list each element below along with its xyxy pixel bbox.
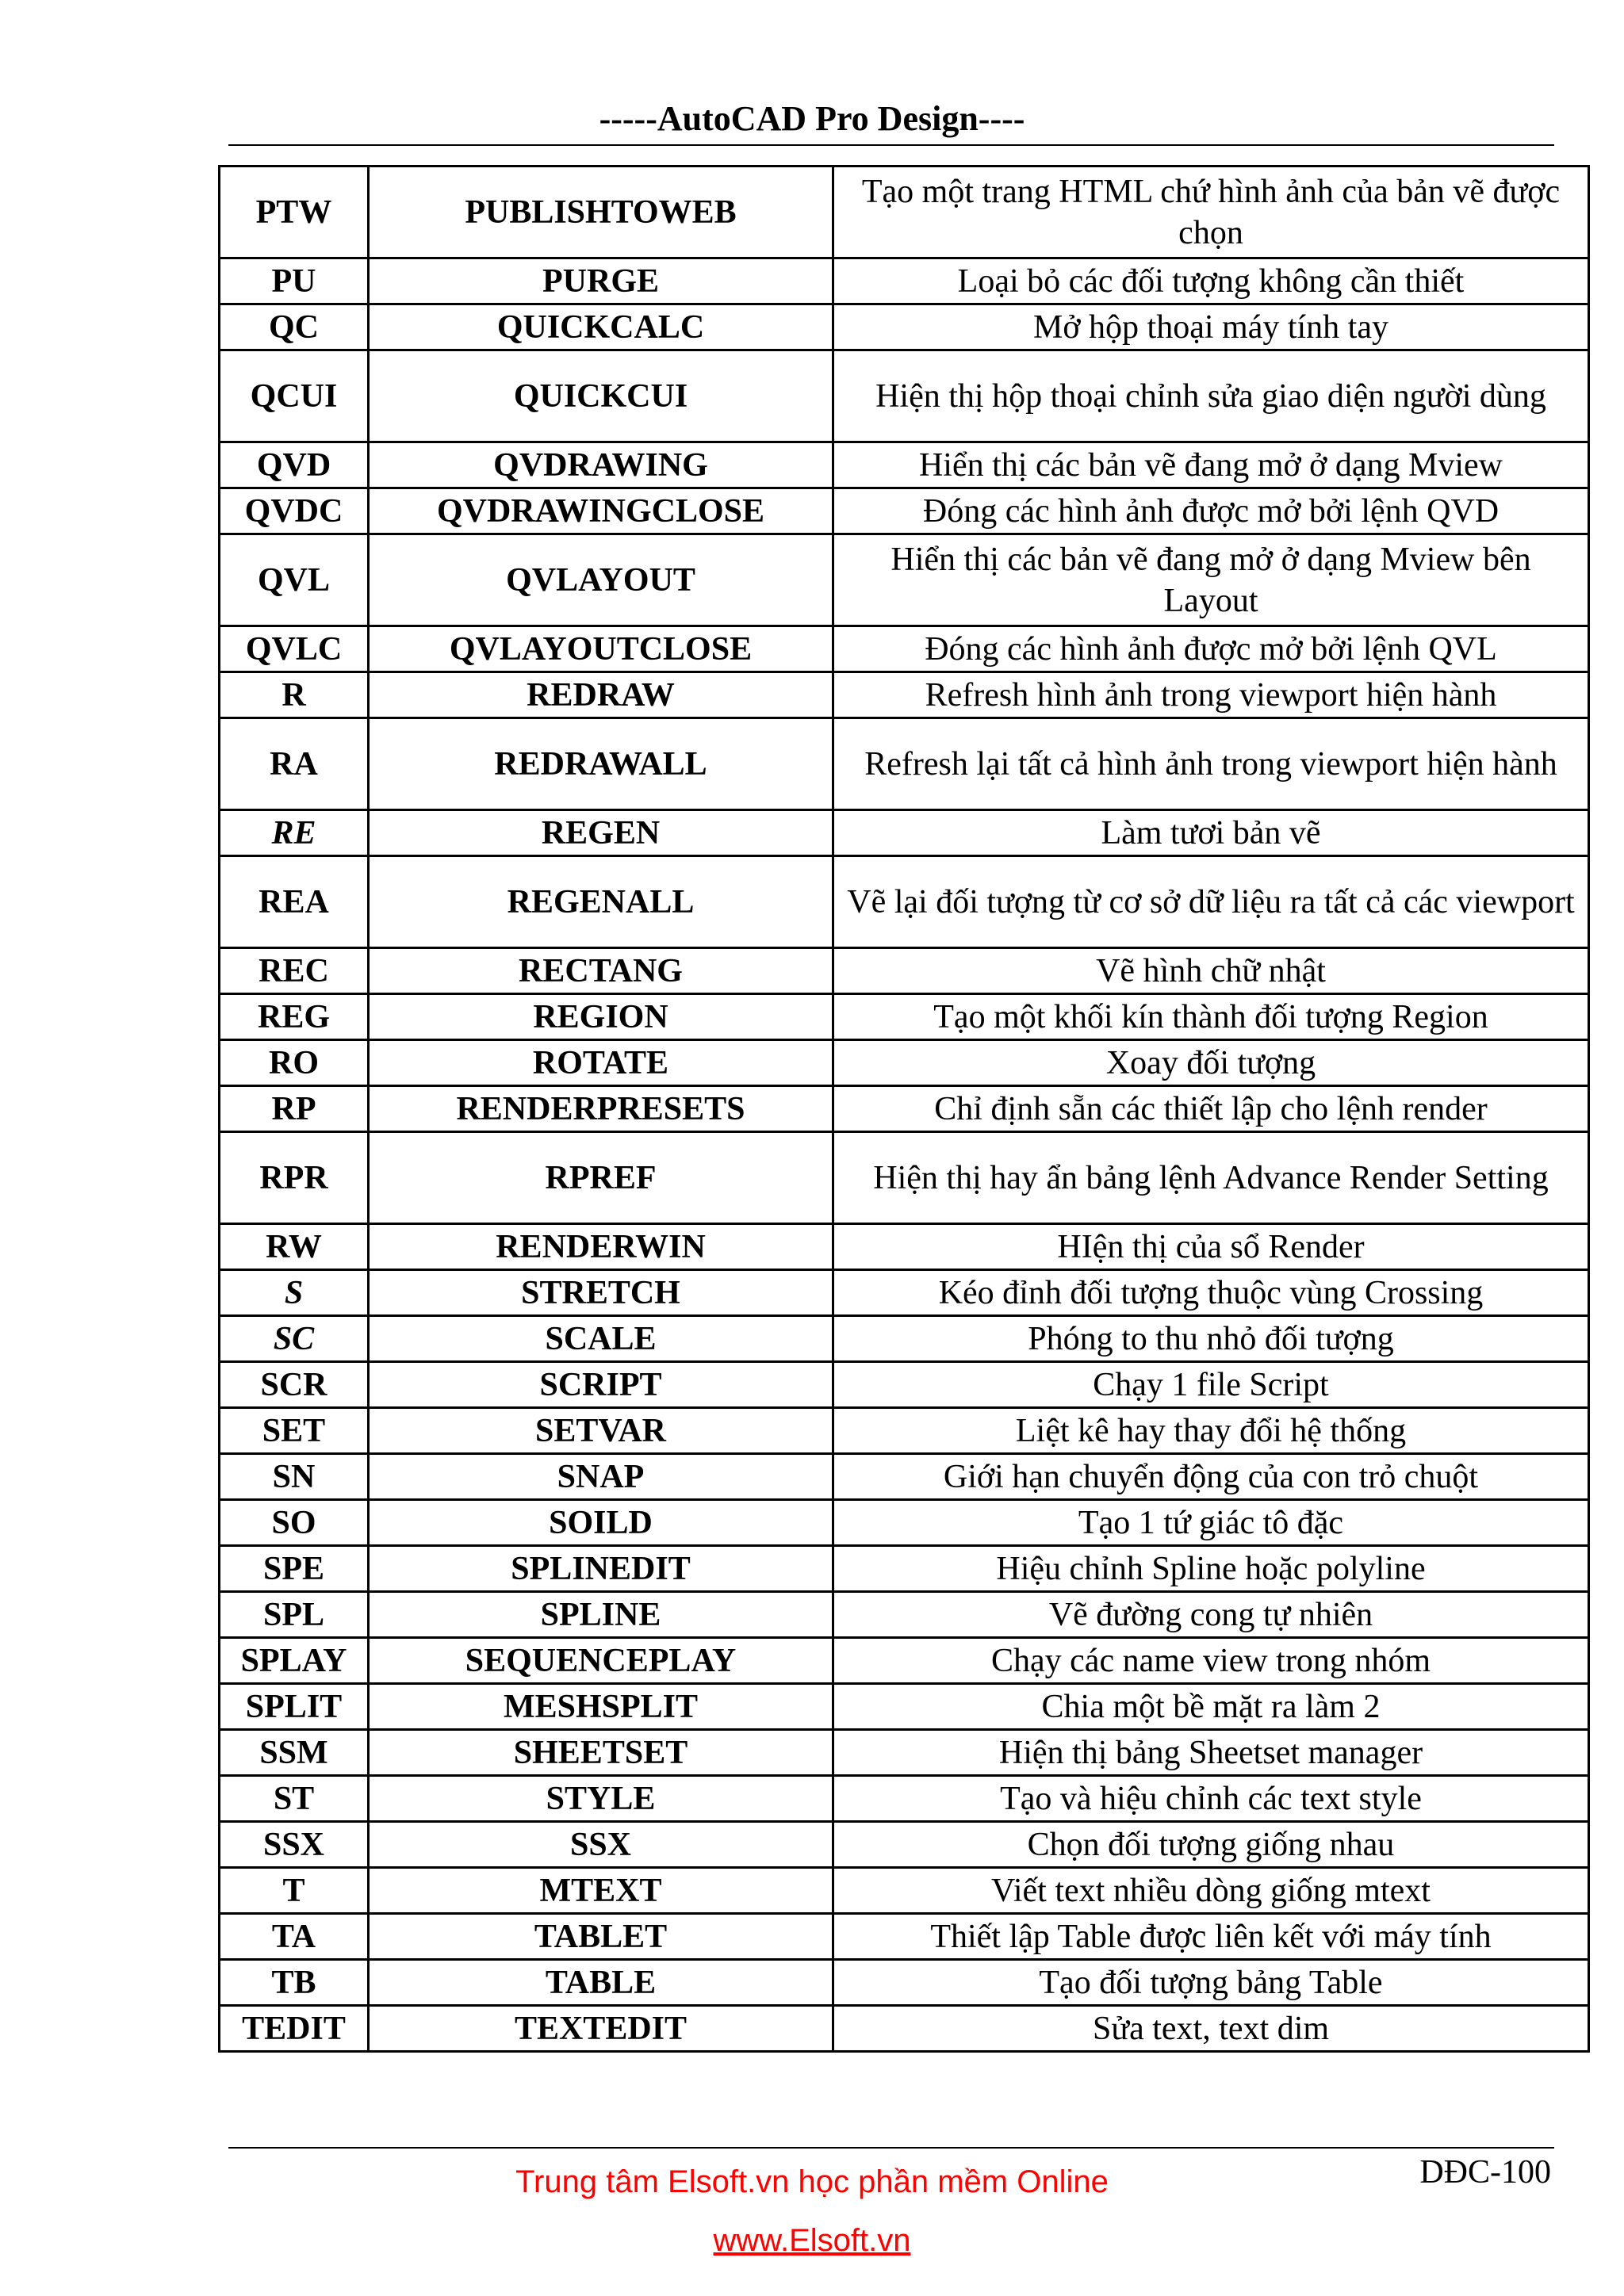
footer-website-link[interactable]: www.Elsoft.vn xyxy=(713,2223,911,2258)
table-row xyxy=(220,1040,1589,1086)
description-cell: Hiệu chỉnh Spline hoặc polyline xyxy=(833,1546,1589,1592)
command-cell: QVDRAWING xyxy=(369,442,833,488)
table-row xyxy=(220,350,1589,442)
table-row xyxy=(220,810,1589,856)
table-row xyxy=(220,534,1589,626)
alias-cell: QVLC xyxy=(220,626,369,672)
alias-cell: PU xyxy=(220,258,369,304)
table-row xyxy=(220,1362,1589,1408)
description-cell: Vẽ hình chữ nhật xyxy=(833,948,1589,994)
command-cell: RPREF xyxy=(369,1132,833,1224)
description-cell: Chạy 1 file Script xyxy=(833,1362,1589,1408)
description-cell: Vẽ lại đối tượng từ cơ sở dữ liệu ra tất cả các viewport xyxy=(833,856,1589,948)
alias-cell: S xyxy=(220,1270,369,1316)
description-cell: Đóng các hình ảnh được mở bởi lệnh QVD xyxy=(833,488,1589,534)
command-cell: ROTATE xyxy=(369,1040,833,1086)
alias-cell: SET xyxy=(220,1408,369,1454)
description-cell: Kéo đỉnh đối tượng thuộc vùng Crossing xyxy=(833,1270,1589,1316)
alias-cell: RPR xyxy=(220,1132,369,1224)
command-cell: QUICKCALC xyxy=(369,304,833,350)
command-cell: SPLINE xyxy=(369,1592,833,1638)
alias-cell: SO xyxy=(220,1500,369,1546)
alias-cell: REG xyxy=(220,994,369,1040)
command-cell: TABLE xyxy=(369,1960,833,2006)
page-header-title: -----AutoCAD Pro Design---- xyxy=(599,99,1025,138)
description-cell: Làm tươi bản vẽ xyxy=(833,810,1589,856)
alias-cell: TA xyxy=(220,1914,369,1960)
alias-cell: SSX xyxy=(220,1822,369,1868)
table-row xyxy=(220,718,1589,810)
command-cell: QUICKCUI xyxy=(369,350,833,442)
command-cell: SCALE xyxy=(369,1316,833,1362)
table-row xyxy=(220,856,1589,948)
description-cell: Tạo và hiệu chỉnh các text style xyxy=(833,1776,1589,1822)
description-cell: Tạo một trang HTML chứ hình ảnh của bản vẽ được chọn xyxy=(833,166,1589,258)
description-cell: Hiển thị các bản vẽ đang mở ở dạng Mview bên Layout xyxy=(833,534,1589,626)
description-cell: Refresh hình ảnh trong viewport hiện hành xyxy=(833,672,1589,718)
command-cell: SOILD xyxy=(369,1500,833,1546)
description-cell: Phóng to thu nhỏ đối tượng xyxy=(833,1316,1589,1362)
description-cell: Hiện thị bảng Sheetset manager xyxy=(833,1730,1589,1776)
command-cell: REGEN xyxy=(369,810,833,856)
table-row xyxy=(220,1316,1589,1362)
alias-cell: SCR xyxy=(220,1362,369,1408)
description-cell: Đóng các hình ảnh được mở bởi lệnh QVL xyxy=(833,626,1589,672)
table-row xyxy=(220,1592,1589,1638)
footer-center-text: Trung tâm Elsoft.vn học phần mềm Online xyxy=(515,2164,1109,2199)
description-cell: Xoay đối tượng xyxy=(833,1040,1589,1086)
alias-cell: PTW xyxy=(220,166,369,258)
command-cell: QVDRAWINGCLOSE xyxy=(369,488,833,534)
alias-cell: REA xyxy=(220,856,369,948)
description-cell: Tạo 1 tứ giác tô đặc xyxy=(833,1500,1589,1546)
table-row xyxy=(220,1822,1589,1868)
command-cell: REGENALL xyxy=(369,856,833,948)
command-cell: REGION xyxy=(369,994,833,1040)
command-cell: SSX xyxy=(369,1822,833,1868)
description-cell: Viết text nhiều dòng giống mtext xyxy=(833,1868,1589,1914)
table-row xyxy=(220,304,1589,350)
header-divider xyxy=(228,144,1554,146)
table-row xyxy=(220,1914,1589,1960)
description-cell: Mở hộp thoại máy tính tay xyxy=(833,304,1589,350)
command-cell: RENDERWIN xyxy=(369,1224,833,1270)
table-row xyxy=(220,1776,1589,1822)
alias-cell: RA xyxy=(220,718,369,810)
description-cell: Chia một bề mặt ra làm 2 xyxy=(833,1684,1589,1730)
description-cell: Vẽ đường cong tự nhiên xyxy=(833,1592,1589,1638)
page-number: DĐC-100 xyxy=(1419,2154,1551,2191)
table-row xyxy=(220,1546,1589,1592)
command-cell: REDRAW xyxy=(369,672,833,718)
command-cell: SCRIPT xyxy=(369,1362,833,1408)
alias-cell: QVL xyxy=(220,534,369,626)
alias-cell: REC xyxy=(220,948,369,994)
table-row xyxy=(220,166,1589,258)
description-cell: Hiện thị hộp thoại chỉnh sửa giao diện người dùng xyxy=(833,350,1589,442)
table-row xyxy=(220,626,1589,672)
command-cell: REDRAWALL xyxy=(369,718,833,810)
alias-cell: RW xyxy=(220,1224,369,1270)
table-row xyxy=(220,1270,1589,1316)
alias-cell: ST xyxy=(220,1776,369,1822)
description-cell: Liệt kê hay thay đổi hệ thống xyxy=(833,1408,1589,1454)
command-cell: TABLET xyxy=(369,1914,833,1960)
alias-cell: QC xyxy=(220,304,369,350)
description-cell: HIện thị của sổ Render xyxy=(833,1224,1589,1270)
command-table xyxy=(218,165,1590,2053)
alias-cell: SPLAY xyxy=(220,1638,369,1684)
description-cell: Chọn đối tượng giống nhau xyxy=(833,1822,1589,1868)
alias-cell: R xyxy=(220,672,369,718)
alias-cell: QVD xyxy=(220,442,369,488)
command-cell: TEXTEDIT xyxy=(369,2006,833,2052)
alias-cell: SC xyxy=(220,1316,369,1362)
footer-divider xyxy=(228,2147,1554,2149)
table-row xyxy=(220,442,1589,488)
table-row xyxy=(220,994,1589,1040)
command-cell: SEQUENCEPLAY xyxy=(369,1638,833,1684)
table-row xyxy=(220,1224,1589,1270)
description-cell: Sửa text, text dim xyxy=(833,2006,1589,2052)
command-cell: MESHSPLIT xyxy=(369,1684,833,1730)
description-cell: Loại bỏ các đối tượng không cần thiết xyxy=(833,258,1589,304)
alias-cell: T xyxy=(220,1868,369,1914)
alias-cell: QCUI xyxy=(220,350,369,442)
command-cell: SPLINEDIT xyxy=(369,1546,833,1592)
alias-cell: SPLIT xyxy=(220,1684,369,1730)
table-row xyxy=(220,1132,1589,1224)
alias-cell: RP xyxy=(220,1086,369,1132)
table-row xyxy=(220,1960,1589,2006)
alias-cell: QVDC xyxy=(220,488,369,534)
table-row xyxy=(220,488,1589,534)
command-cell: QVLAYOUTCLOSE xyxy=(369,626,833,672)
alias-cell: RO xyxy=(220,1040,369,1086)
alias-cell: SPE xyxy=(220,1546,369,1592)
command-cell: MTEXT xyxy=(369,1868,833,1914)
description-cell: Tạo đối tượng bảng Table xyxy=(833,1960,1589,2006)
table-row xyxy=(220,1086,1589,1132)
command-cell: STRETCH xyxy=(369,1270,833,1316)
description-cell: Chạy các name view trong nhóm xyxy=(833,1638,1589,1684)
description-cell: Thiết lập Table được liên kết với máy tính xyxy=(833,1914,1589,1960)
description-cell: Chỉ định sẵn các thiết lập cho lệnh render xyxy=(833,1086,1589,1132)
alias-cell: TB xyxy=(220,1960,369,2006)
table-row xyxy=(220,1868,1589,1914)
table-row xyxy=(220,258,1589,304)
command-cell: SNAP xyxy=(369,1454,833,1500)
table-row xyxy=(220,2006,1589,2052)
description-cell: Hiện thị hay ẩn bảng lệnh Advance Render Setting xyxy=(833,1132,1589,1224)
command-cell: STYLE xyxy=(369,1776,833,1822)
alias-cell: SPL xyxy=(220,1592,369,1638)
table-row xyxy=(220,1684,1589,1730)
command-cell: QVLAYOUT xyxy=(369,534,833,626)
alias-cell: TEDIT xyxy=(220,2006,369,2052)
table-row xyxy=(220,1408,1589,1454)
description-cell: Giới hạn chuyển động của con trỏ chuột xyxy=(833,1454,1589,1500)
alias-cell: RE xyxy=(220,810,369,856)
table-row xyxy=(220,1730,1589,1776)
table-row xyxy=(220,1638,1589,1684)
table-row xyxy=(220,1454,1589,1500)
table-row xyxy=(220,948,1589,994)
command-cell: PUBLISHTOWEB xyxy=(369,166,833,258)
table-row xyxy=(220,672,1589,718)
description-cell: Tạo một khối kín thành đối tượng Region xyxy=(833,994,1589,1040)
alias-cell: SSM xyxy=(220,1730,369,1776)
command-cell: SETVAR xyxy=(369,1408,833,1454)
description-cell: Hiển thị các bản vẽ đang mở ở dạng Mview xyxy=(833,442,1589,488)
command-cell: RENDERPRESETS xyxy=(369,1086,833,1132)
command-cell: RECTANG xyxy=(369,948,833,994)
alias-cell: SN xyxy=(220,1454,369,1500)
command-cell: PURGE xyxy=(369,258,833,304)
description-cell: Refresh lại tất cả hình ảnh trong viewport hiện hành xyxy=(833,718,1589,810)
command-cell: SHEETSET xyxy=(369,1730,833,1776)
table-row xyxy=(220,1500,1589,1546)
